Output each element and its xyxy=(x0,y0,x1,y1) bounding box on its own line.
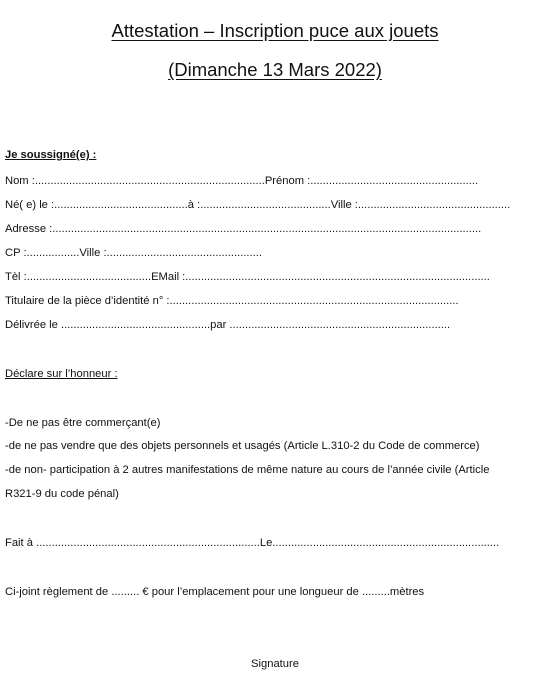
declaration-heading: Déclare sur l’honneur : xyxy=(5,368,118,380)
field-cp-ville: CP :.................Ville :.................................................. xyxy=(5,247,262,259)
signature-label: Signature xyxy=(251,658,299,670)
declaration-item-2: -de ne pas vendre que des objets personnels et usagés (Article L.310-2 du Code de commerce) xyxy=(5,440,480,452)
field-nom-prenom: Nom :..........................................................................Prénom :...................................................... xyxy=(5,175,479,187)
field-naissance: Né( e) le :...........................................à :..........................................Ville :................................................. xyxy=(5,199,511,211)
document-title: Attestation – Inscription puce aux jouets xyxy=(111,20,439,41)
field-delivree: Délivrée le ................................................par ....................................................................... xyxy=(5,319,451,331)
declaration-item-3-continued: R321-9 du code pénal) xyxy=(5,488,119,500)
intro-label: Je soussigné(e) : xyxy=(5,149,97,161)
document-date: (Dimanche 13 Mars 2022) xyxy=(168,59,382,80)
field-fait-le: Fait à ........................................................................Le......................................................................... xyxy=(5,537,500,549)
field-adresse: Adresse :.......................................................................................................................................... xyxy=(5,223,482,235)
declaration-item-1: -De ne pas être commerçant(e) xyxy=(5,417,161,429)
reglement-line: Ci-joint règlement de ......... € pour l’emplacement pour une longueur de .........mètres xyxy=(5,586,425,598)
field-piece-identite: Titulaire de la pièce d’identité n° :............................................................................................. xyxy=(5,295,459,307)
field-tel-email: Tèl :........................................EMail :.................................................................................................. xyxy=(5,271,490,283)
declaration-item-3: -de non- participation à 2 autres manifestations de même nature au cours de l’année civile (Article xyxy=(5,464,490,476)
